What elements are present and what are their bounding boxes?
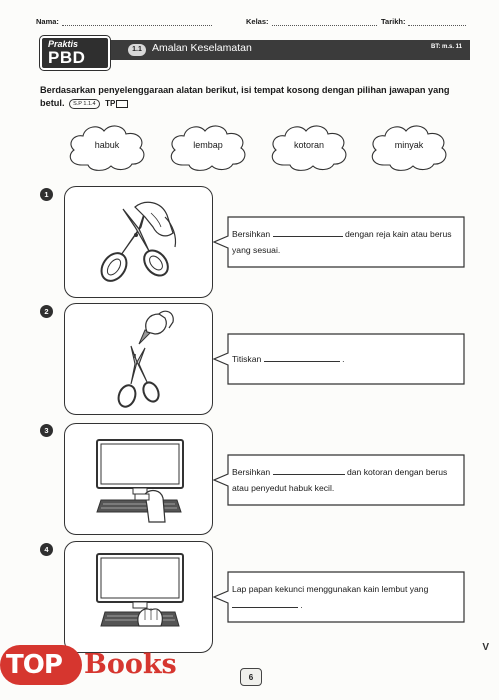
- oil-dropper-icon: [65, 304, 214, 416]
- class-field[interactable]: [246, 17, 377, 26]
- question-picture-oiling-scissors: [64, 303, 213, 415]
- question-picture-scissors-wiping: [64, 186, 213, 298]
- scissors-icon: [65, 187, 214, 299]
- student-info-row: [36, 17, 466, 31]
- instruction-text: Berdasarkan penyelenggaraan alatan berikut, isi tempat kosong dengan pilihan jawapan yang betul.: [40, 85, 450, 108]
- answer-text: Lap papan kekunci menggunakan kain lembut yang .: [232, 584, 429, 610]
- computer-monitor-icon: [65, 424, 214, 536]
- date-label: Tarikh:: [381, 17, 406, 26]
- class-label: Kelas:: [246, 17, 269, 26]
- instruction: [40, 84, 470, 110]
- name-label: Nama:: [36, 17, 59, 26]
- textbook-reference: BT: m.s. 11: [430, 44, 462, 50]
- answer-box: [210, 333, 466, 385]
- answer-blank[interactable]: [273, 228, 343, 237]
- word-bank-cloud: [366, 121, 452, 173]
- section-banner: [40, 36, 470, 67]
- section-number-badge: 1.1: [128, 44, 146, 56]
- word-option: kotoran: [293, 140, 325, 150]
- question-picture-computer-brush: [64, 423, 213, 535]
- question-picture-computer-cloth: [64, 541, 213, 653]
- watermark-books: Books: [84, 649, 177, 680]
- name-field[interactable]: [36, 17, 212, 26]
- watermark-top: TOP: [0, 645, 82, 685]
- standard-tag: S.P 1.1.4: [69, 99, 100, 109]
- answer-blank[interactable]: [232, 599, 298, 608]
- answer-box: [210, 454, 466, 506]
- praktis-pbd-logo: Praktis PBD: [40, 36, 110, 70]
- word-option: lembap: [193, 140, 223, 150]
- word-bank-cloud: [165, 121, 251, 173]
- answer-box: [210, 571, 466, 623]
- answer-box: [210, 216, 466, 268]
- question-number: 1: [40, 188, 53, 201]
- page-number: 6: [240, 668, 262, 686]
- answer-text: Bersihkan dan kotoran dengan berus atau penyedut habuk kecil.: [232, 467, 448, 493]
- tp-label: TP: [105, 99, 116, 109]
- question-number: 2: [40, 305, 53, 318]
- word-option: habuk: [94, 140, 120, 150]
- question-number: 3: [40, 424, 53, 437]
- answer-blank[interactable]: [264, 353, 340, 362]
- word-bank-cloud: [64, 121, 150, 173]
- answer-text: Titiskan .: [232, 354, 345, 364]
- side-mark: V: [482, 642, 489, 653]
- page-title: Amalan Keselamatan: [152, 42, 252, 54]
- answer-text: Bersihkan dengan reja kain atau berus yang sesuai.: [232, 229, 452, 255]
- topbooks-watermark: [0, 643, 175, 687]
- answer-blank[interactable]: [273, 466, 345, 475]
- keyboard-wiping-icon: [65, 542, 214, 654]
- question-number: 4: [40, 543, 53, 556]
- word-option: minyak: [394, 140, 424, 150]
- tp-score-box[interactable]: [116, 100, 128, 108]
- word-bank-cloud: [266, 121, 352, 173]
- date-field[interactable]: [381, 17, 466, 26]
